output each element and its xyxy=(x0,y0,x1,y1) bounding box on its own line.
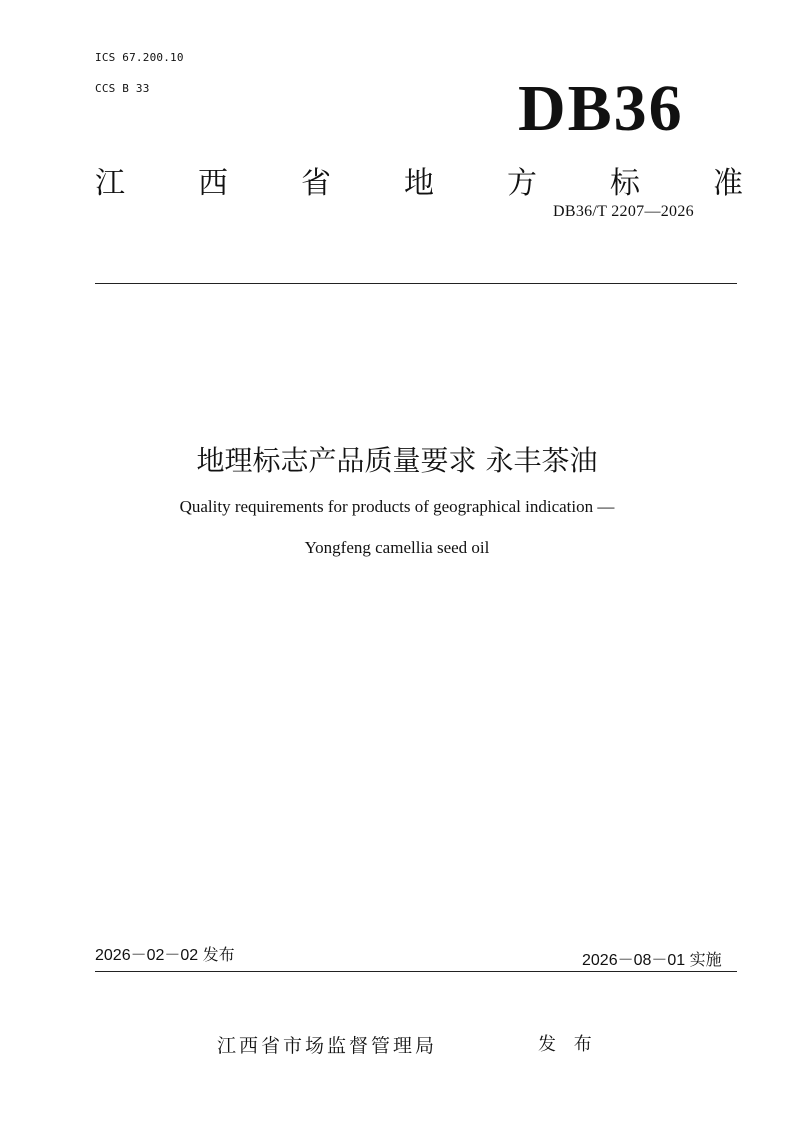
issue-label: 发 布 xyxy=(538,1034,598,1055)
standard-type-char: 西 xyxy=(198,166,228,201)
standard-type-char: 标 xyxy=(610,166,640,201)
standard-type-char: 江 xyxy=(95,166,125,201)
implement-date: 2026－08－01 实施 xyxy=(582,952,722,969)
title-english-line-2: Yongfeng camellia seed oil xyxy=(304,538,490,557)
standard-type-heading xyxy=(95,165,743,203)
ccs-code: CCS B 33 xyxy=(95,82,150,95)
standard-type-char: 省 xyxy=(301,166,331,201)
standard-type-char: 地 xyxy=(404,166,434,201)
standard-type-char: 方 xyxy=(507,166,537,201)
footer-divider xyxy=(95,971,737,972)
ics-code: ICS 67.200.10 xyxy=(95,51,184,64)
title-english-line-1: Quality requirements for products of geographical indication — xyxy=(179,497,615,516)
header-divider xyxy=(95,283,737,284)
standard-number: DB36/T 2207—2026 xyxy=(553,203,694,220)
standard-type-char: 准 xyxy=(713,166,743,201)
issuing-authority: 江西省市场监督管理局 xyxy=(217,1035,438,1057)
publish-date: 2026－02－02 发布 xyxy=(95,947,235,964)
db36-logo: DB36 xyxy=(518,72,684,145)
title-chinese: 地理标志产品质量要求 永丰茶油 xyxy=(196,444,598,477)
